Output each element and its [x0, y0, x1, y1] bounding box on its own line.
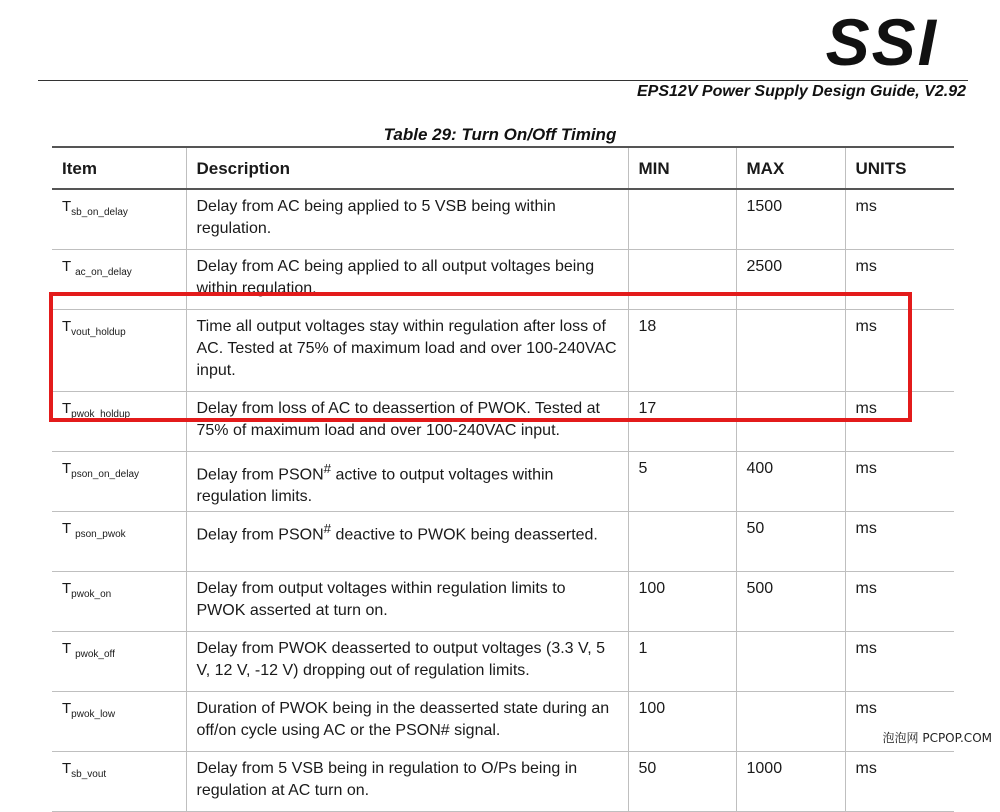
item-subscript: sb_on_delay — [71, 207, 128, 218]
item-symbol: T — [62, 700, 72, 717]
description-text: active to output voltages within regulation limits. — [196, 466, 554, 506]
item-cell — [52, 452, 186, 512]
header-rule — [38, 80, 968, 81]
max-cell: 400 — [736, 452, 845, 512]
ssi-logo: SSI — [825, 5, 938, 79]
table-row — [52, 692, 954, 752]
max-cell: 1000 — [736, 752, 845, 812]
description-cell: Time all output voltages stay within regulation after loss of AC. Tested at 75% of maximum load and over 100-240VAC input. — [186, 310, 628, 392]
min-cell: 100 — [628, 572, 736, 632]
item-symbol: T — [62, 520, 76, 537]
max-cell — [736, 632, 845, 692]
max-cell: 500 — [736, 572, 845, 632]
units-cell: ms — [845, 452, 954, 512]
document-title: EPS12V Power Supply Design Guide, V2.92 — [637, 83, 966, 100]
item-symbol: T — [62, 198, 72, 215]
item-symbol: T — [62, 640, 76, 657]
units-cell: ms — [845, 752, 954, 812]
max-cell: 50 — [736, 512, 845, 572]
item-cell — [52, 632, 186, 692]
table-caption: Table 29: Turn On/Off Timing — [383, 125, 617, 144]
description-cell: Delay from AC being applied to 5 VSB being within regulation. — [186, 189, 628, 250]
item-subscript: pwok_on — [71, 589, 112, 600]
description-text: Delay from PSON — [196, 466, 324, 484]
units-cell: ms — [845, 310, 954, 392]
description-cell: Delay from loss of AC to deassertion of PWOK. Tested at 75% of maximum load and over 100-240VAC input. — [186, 392, 628, 452]
description-cell — [186, 452, 628, 512]
item-symbol: T — [62, 318, 72, 335]
min-cell — [628, 512, 736, 572]
table-row — [52, 572, 954, 632]
units-cell: ms — [845, 392, 954, 452]
item-symbol: T — [62, 460, 72, 477]
table-row — [52, 452, 954, 512]
item-symbol: T — [62, 580, 72, 597]
watermark: 泡泡网 PCPOP.COM — [882, 731, 992, 745]
column-header-item: Item — [52, 147, 186, 189]
column-header-min: MIN — [628, 147, 736, 189]
max-cell — [736, 692, 845, 752]
item-symbol: T — [62, 760, 72, 777]
description-cell: Delay from PWOK deasserted to output voltages (3.3 V, 5 V, 12 V, -12 V) dropping out of regulation limits. — [186, 632, 628, 692]
max-cell: 2500 — [736, 250, 845, 310]
min-cell: 50 — [628, 752, 736, 812]
item-subscript: ac_on_delay — [75, 267, 132, 278]
min-cell: 100 — [628, 692, 736, 752]
item-cell — [52, 572, 186, 632]
red-highlight-box — [49, 292, 912, 422]
max-cell: 1500 — [736, 189, 845, 250]
description-cell — [186, 512, 628, 572]
item-cell — [52, 692, 186, 752]
item-subscript: pson_on_delay — [71, 469, 140, 480]
table-header-row — [52, 147, 954, 189]
timing-table — [52, 146, 954, 812]
min-cell: 1 — [628, 632, 736, 692]
item-cell — [52, 752, 186, 812]
min-cell — [628, 189, 736, 250]
table-row — [52, 512, 954, 572]
hash-superscript: # — [323, 461, 332, 476]
item-subscript: pwok_holdup — [71, 409, 131, 420]
column-header-units: UNITS — [845, 147, 954, 189]
item-subscript: vout_holdup — [71, 327, 126, 338]
description-cell: Delay from 5 VSB being in regulation to O/Ps being in regulation at AC turn on. — [186, 752, 628, 812]
min-cell: 18 — [628, 310, 736, 392]
units-cell: ms — [845, 512, 954, 572]
item-subscript: pson_pwok — [75, 529, 126, 540]
item-subscript: pwok_off — [75, 649, 115, 660]
item-cell — [52, 512, 186, 572]
units-cell: ms — [845, 250, 954, 310]
column-header-max: MAX — [736, 147, 845, 189]
units-cell: ms — [845, 692, 954, 752]
item-subscript: sb_vout — [71, 769, 107, 780]
item-cell — [52, 189, 186, 250]
column-header-description: Description — [186, 147, 628, 189]
description-cell: Duration of PWOK being in the deasserted state during an off/on cycle using AC or the PSON# signal. — [186, 692, 628, 752]
units-cell: ms — [845, 572, 954, 632]
description-cell: Delay from output voltages within regulation limits to PWOK asserted at turn on. — [186, 572, 628, 632]
item-symbol: T — [62, 258, 76, 275]
min-cell: 5 — [628, 452, 736, 512]
units-cell: ms — [845, 189, 954, 250]
item-symbol: T — [62, 400, 72, 417]
min-cell: 17 — [628, 392, 736, 452]
table-row — [52, 632, 954, 692]
table-row — [52, 752, 954, 812]
description-text: Delay from PSON — [196, 526, 324, 544]
hash-superscript: # — [323, 521, 332, 536]
table-row — [52, 189, 954, 250]
description-text: deactive to PWOK being deasserted. — [331, 526, 598, 544]
item-subscript: pwok_low — [71, 709, 116, 720]
units-cell: ms — [845, 632, 954, 692]
description-cell: Delay from AC being applied to all output voltages being within regulation. — [186, 250, 628, 310]
